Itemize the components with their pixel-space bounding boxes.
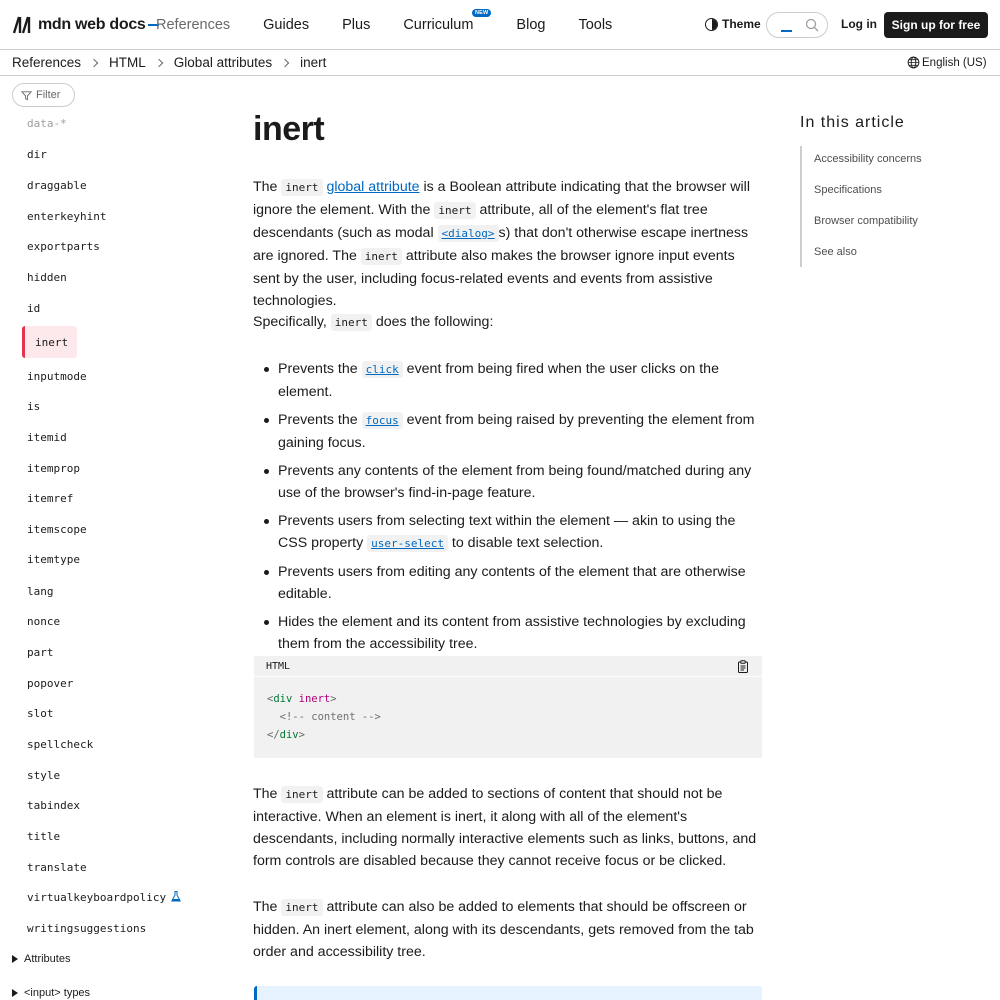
inline-code: inert [331, 314, 372, 331]
theme-label: Theme [722, 17, 761, 31]
code-token: > [298, 729, 305, 741]
code-token: > [330, 693, 337, 705]
sidebar-item[interactable]: translate [27, 861, 87, 874]
inline-code: inert [361, 248, 402, 265]
sidebar-item[interactable]: slot [27, 707, 54, 720]
sidebar-item-label: virtualkeyboardpolicy [27, 891, 167, 904]
theme-contrast-icon [705, 18, 718, 31]
breadcrumb-global-attributes[interactable]: Global attributes [173, 55, 273, 70]
list-item: Hides the element and its content from assistive technologies by excluding them from the accessibility tree. [253, 611, 763, 655]
text: event from being raised by preventing the element from gaining focus. [278, 412, 755, 451]
code-token: div [279, 729, 299, 741]
code-token: </ [267, 729, 280, 741]
breadcrumb-bar [0, 50, 1000, 76]
text: Prevents the [278, 361, 362, 377]
text: attribute can be added to sections of content that should not be interactive. When an element is inert, it along with all of the element's descendants, including normally interactive elements such as links, buttons, and form controls are disabled because they cannot receive focus or be clicked. [253, 786, 757, 869]
text: Prevents users from selecting text within the element — akin to using the CSS property [278, 513, 736, 551]
sidebar-item[interactable]: popover [27, 677, 74, 690]
toc-item-accessibility-concerns[interactable]: Accessibility concerns [814, 153, 922, 165]
list-item [253, 510, 763, 555]
specifically-paragraph [253, 311, 763, 334]
toc-title: In this article [800, 114, 905, 131]
text: Specifically, [253, 314, 331, 330]
toc-divider [800, 146, 802, 267]
nav-curriculum[interactable] [403, 10, 489, 33]
text: The [253, 786, 282, 802]
code-language-label: HTML [266, 660, 291, 672]
nav-guides[interactable]: Guides [263, 17, 310, 33]
theme-button[interactable] [705, 17, 761, 31]
offscreen-paragraph [253, 896, 763, 963]
click-event-link[interactable]: click [362, 361, 403, 378]
nav-plus[interactable]: Plus [342, 17, 371, 33]
sidebar-item[interactable]: is [27, 400, 41, 413]
toc-item-browser-compatibility[interactable]: Browser compatibility [814, 215, 918, 227]
global-attribute-link[interactable]: global attribute [326, 179, 420, 195]
list-item: Prevents any contents of the element from being found/matched during any use of the browser's find-in-page feature. [253, 460, 763, 504]
sidebar-item[interactable]: enterkeyhint [27, 210, 107, 223]
sidebar-item[interactable]: writingsuggestions [27, 922, 147, 935]
logo-text: mdn web docs [38, 16, 146, 33]
nav-blog[interactable]: Blog [516, 17, 546, 33]
sidebar-item[interactable]: tabindex [27, 799, 80, 812]
list-item: Prevents users from editing any contents of the element that are otherwise editable. [253, 561, 763, 605]
code-token: inert [298, 693, 331, 705]
inline-code: inert [281, 899, 322, 916]
inline-code: inert [281, 179, 322, 196]
search-icon [805, 18, 819, 32]
list-item [253, 409, 763, 454]
sidebar-item[interactable]: id [27, 302, 41, 315]
sidebar-item[interactable]: itemscope [27, 523, 87, 536]
inline-code: inert [281, 786, 322, 803]
sidebar-item[interactable]: title [27, 830, 61, 843]
sidebar-item[interactable]: lang [27, 585, 54, 598]
text: does the following: [371, 314, 494, 330]
sidebar-item[interactable]: exportparts [27, 240, 100, 253]
text: The [253, 899, 282, 915]
sidebar-item[interactable]: draggable [27, 179, 87, 192]
sidebar-item[interactable]: hidden [27, 271, 67, 284]
breadcrumb-html[interactable]: HTML [109, 55, 146, 70]
behavior-list [253, 358, 763, 661]
filter-icon [21, 90, 32, 101]
language-selector[interactable] [907, 56, 987, 69]
nav-references[interactable]: References [156, 17, 231, 33]
sidebar-item[interactable]: itemprop [27, 462, 80, 475]
nav-tools[interactable]: Tools [578, 17, 613, 33]
sidebar-item-active[interactable]: inert [35, 336, 69, 349]
copy-icon[interactable] [737, 660, 749, 673]
sidebar-group-attributes[interactable] [12, 953, 70, 965]
text: Prevents the [278, 412, 362, 428]
dialog-link[interactable]: <dialog> [438, 225, 499, 242]
new-badge: NEW [472, 9, 491, 17]
sidebar-item[interactable]: part [27, 646, 54, 659]
nav-curriculum-label: Curriculum [403, 17, 474, 33]
sidebar-item[interactable]: nonce [27, 615, 61, 628]
sidebar-item[interactable]: itemref [27, 492, 74, 505]
toc-item-specifications[interactable]: Specifications [814, 184, 882, 196]
sidebar-item[interactable]: spellcheck [27, 738, 94, 751]
code-line [267, 708, 749, 726]
code-line [267, 690, 749, 708]
intro-paragraph [253, 176, 763, 312]
user-select-link[interactable]: user-select [367, 535, 448, 552]
inline-code: inert [434, 202, 475, 219]
text: s) that don't otherwise escape inertness are ignored. The [253, 225, 749, 264]
chevron-right-icon [90, 58, 98, 66]
sidebar-item[interactable]: itemtype [27, 553, 80, 566]
text: attribute also makes the browser ignore input events sent by the user, including focus-related events and events from assistive technologies. [253, 248, 735, 309]
breadcrumb-references[interactable]: References [12, 55, 82, 70]
experimental-flask-icon [171, 891, 181, 902]
text: to disable text selection. [447, 535, 604, 551]
breadcrumb [12, 55, 326, 70]
list-item [253, 358, 763, 403]
sidebar-item[interactable]: inputmode [27, 370, 87, 383]
text: attribute, all of the element's flat tree descendants (such as modal [253, 202, 708, 241]
text: attribute can also be added to elements that should be offscreen or hidden. An inert element, along with its descendants, gets removed from the tab order and accessibility tree. [253, 899, 754, 960]
code-lines [254, 677, 762, 757]
code-line [267, 726, 749, 744]
top-navigation-bar [0, 0, 1000, 50]
sidebar-group-label: <input> types [24, 987, 91, 999]
sidebar-group-input-types[interactable] [12, 987, 90, 999]
sidebar-item[interactable]: dir [27, 148, 47, 161]
triangle-right-icon [12, 955, 18, 963]
main-nav [156, 0, 645, 50]
mdn-logo-icon [12, 15, 32, 35]
search-caret [781, 30, 792, 32]
globe-icon [907, 56, 920, 69]
breadcrumb-inert[interactable]: inert [300, 55, 327, 70]
code-token: < [267, 693, 274, 705]
language-label: English (US) [922, 56, 987, 69]
filter-placeholder: Filter [36, 89, 61, 101]
sidebar-group-label: Attributes [24, 953, 71, 965]
note-callout [254, 986, 762, 1000]
chevron-right-icon [281, 58, 289, 66]
sidebar-filter-input[interactable] [12, 83, 75, 107]
code-token: div [273, 693, 293, 705]
sections-paragraph [253, 783, 763, 872]
text: The [253, 179, 282, 195]
code-token: <!-- content --> [279, 711, 381, 723]
page-title: inert [253, 110, 325, 148]
chevron-right-icon [155, 58, 163, 66]
code-example-header [254, 656, 762, 677]
text: event from being fired when the user clicks on the element. [278, 361, 719, 400]
mdn-logo[interactable] [12, 14, 159, 36]
signup-button[interactable]: Sign up for free [884, 12, 988, 38]
triangle-right-icon [12, 989, 18, 997]
search-input[interactable] [766, 12, 828, 38]
sidebar-item-experimental[interactable] [27, 891, 181, 904]
text: is a Boolean attribute indicating that the browser will ignore the element. With the [253, 179, 750, 218]
sidebar-item[interactable]: data-* [27, 117, 67, 130]
toc-item-see-also[interactable]: See also [814, 246, 857, 258]
code-example [254, 656, 762, 758]
sidebar-item[interactable]: itemid [27, 431, 67, 444]
focus-event-link[interactable]: focus [362, 412, 403, 429]
login-button[interactable]: Log in [841, 17, 877, 31]
sidebar-item[interactable]: style [27, 769, 61, 782]
